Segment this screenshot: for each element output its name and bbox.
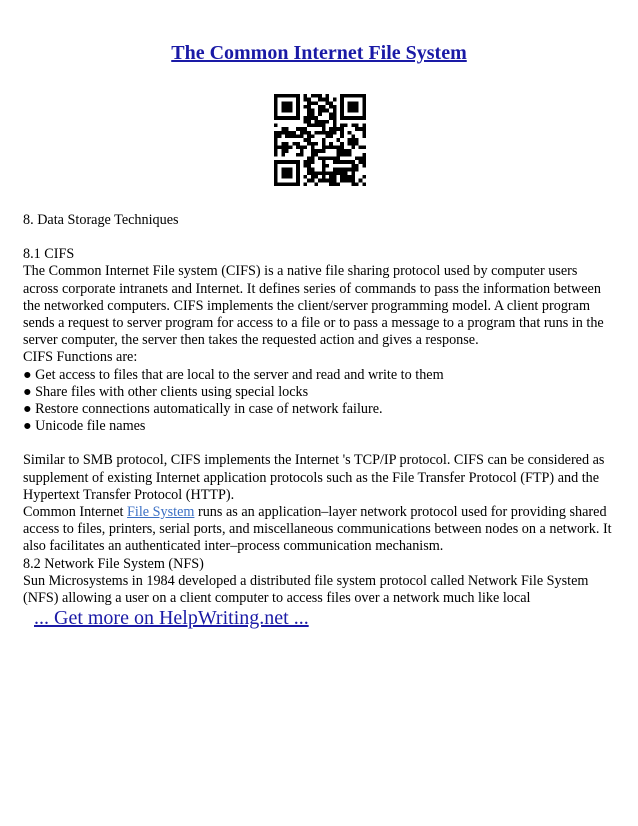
nfs-paragraph: Sun Microsystems in 1984 developed a distributed file system protocol called Network File System (NFS) allowing a user on a client computer to access files over a network much like local [23, 572, 589, 607]
functions-heading: CIFS Functions are: [23, 349, 138, 366]
function-item: ● Restore connections automatically in case of network failure. [23, 401, 383, 418]
subsection-heading-nfs: 8.2 Network File System (NFS) [23, 555, 204, 572]
cifs-application-paragraph [23, 504, 615, 556]
get-more-link[interactable]: ... Get more on HelpWriting.net ... [34, 607, 309, 629]
file-system-link[interactable]: File System [127, 504, 195, 521]
function-item: ● Get access to files that are local to the server and read and write to them [23, 366, 444, 383]
section-heading: 8. Data Storage Techniques [23, 212, 179, 228]
function-item: ● Share files with other clients using special locks [23, 383, 309, 400]
document-body [23, 212, 615, 607]
paragraph-text: Common Internet [23, 504, 128, 521]
qr-code-icon [274, 94, 366, 186]
smb-paragraph: Similar to SMB protocol, CIFS implements the Internet 's TCP/IP protocol. CIFS can be considered as supplement of existing Internet application protocols such as the File Transfer Protocol (FTP) and the Hypertext Transfer Protocol (HTTP). [23, 452, 605, 503]
function-item: ● Unicode file names [23, 418, 146, 435]
cifs-paragraph: The Common Internet File system (CIFS) is a native file sharing protocol used by computer users across corporate intranets and Internet. It defines series of commands to pass the information between the networked computers. CIFS implements the client/server programming model. A client program sends a request to server program for access to a file or to pass a message to a program that runs in the server computer, the server then takes the requested action and gives a response. [23, 263, 604, 349]
paragraph-text: runs as an application–layer network protocol used for providing shared access to files, printers, serial ports, and miscellaneous communications between nodes on a network. It also facilitates an authenticated inter–process communication mechanism. [23, 504, 612, 555]
document-title-link[interactable]: The Common Internet File System [171, 42, 467, 64]
subsection-heading-cifs: 8.1 CIFS [23, 246, 75, 263]
